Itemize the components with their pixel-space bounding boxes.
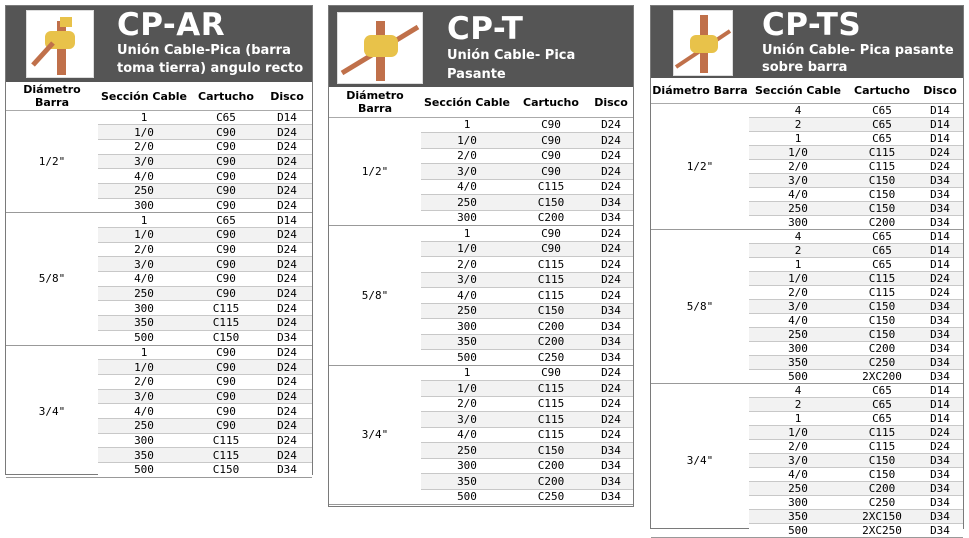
cartridge-cell: 2XC200	[847, 369, 917, 383]
connector-image	[27, 11, 93, 77]
product-description-line1: Unión Cable- Pica	[447, 48, 576, 63]
cable-section-cell: 250	[421, 443, 513, 459]
cartridge-cell: C65	[190, 213, 262, 228]
cable-section-cell: 250	[749, 201, 847, 215]
disc-cell: D14	[917, 229, 963, 243]
product-image	[673, 10, 733, 76]
disc-cell: D14	[917, 243, 963, 257]
cable-section-cell: 1	[98, 213, 190, 228]
cable-section-cell: 1/0	[749, 271, 847, 285]
cable-section-cell: 2/0	[749, 285, 847, 299]
disc-cell: D14	[917, 257, 963, 271]
col-header-diameter: Diámetro Barra	[329, 88, 421, 117]
disc-cell: D34	[917, 173, 963, 187]
cartridge-cell: C65	[847, 131, 917, 145]
cable-section-cell: 1/0	[421, 381, 513, 397]
cable-section-cell: 350	[749, 355, 847, 369]
col-header-disc: Disco	[589, 88, 633, 117]
col-header-cartridge: Cartucho	[847, 79, 917, 103]
disc-cell: D24	[262, 169, 312, 184]
cartridge-cell: C115	[513, 396, 589, 412]
panel-header	[6, 6, 312, 82]
cable-section-cell: 350	[421, 334, 513, 350]
product-description-line2: toma tierra) angulo recto	[117, 61, 304, 76]
disc-cell: D24	[262, 242, 312, 257]
col-header-disc: Disco	[917, 79, 963, 103]
cable-section-cell: 250	[98, 286, 190, 301]
cartridge-cell: C200	[513, 210, 589, 226]
cartridge-cell: C150	[513, 303, 589, 319]
col-header-cable: Sección Cable	[421, 88, 513, 117]
disc-cell: D24	[262, 374, 312, 389]
table-row	[6, 213, 312, 228]
cartridge-cell: C115	[847, 425, 917, 439]
spec-table	[6, 83, 312, 478]
panel-header	[651, 6, 963, 78]
col-header-diameter: Diámetro Barra	[6, 83, 98, 110]
disc-cell: D34	[589, 303, 633, 319]
disc-cell: D34	[917, 355, 963, 369]
cartridge-cell: C90	[190, 272, 262, 287]
cable-section-cell: 4	[749, 383, 847, 397]
cable-section-cell: 500	[421, 489, 513, 505]
cartridge-cell: C65	[847, 117, 917, 131]
table-row	[329, 226, 633, 242]
cartridge-cell: C250	[513, 350, 589, 366]
cable-section-cell: 4	[749, 229, 847, 243]
cable-section-cell: 3/0	[421, 412, 513, 428]
cable-section-cell: 250	[421, 303, 513, 319]
product-description-line1: Unión Cable- Pica pasante	[762, 43, 954, 58]
cartridge-cell: C90	[190, 183, 262, 198]
disc-cell: D14	[917, 117, 963, 131]
cartridge-cell: C115	[513, 288, 589, 304]
cable-section-cell: 1	[98, 345, 190, 360]
disc-cell: D14	[917, 103, 963, 117]
disc-cell: D24	[262, 433, 312, 448]
cartridge-cell: C150	[847, 327, 917, 341]
disc-cell: D34	[589, 210, 633, 226]
table-row	[329, 365, 633, 381]
cable-section-cell: 3/0	[98, 257, 190, 272]
disc-cell: D14	[917, 397, 963, 411]
col-header-cable: Sección Cable	[98, 83, 190, 110]
product-image	[337, 12, 423, 84]
cartridge-cell: C65	[847, 103, 917, 117]
disc-cell: D34	[917, 495, 963, 509]
cable-section-cell: 500	[749, 369, 847, 383]
cartridge-cell: C90	[190, 198, 262, 213]
cable-section-cell: 350	[98, 316, 190, 331]
cable-section-cell: 1	[98, 110, 190, 125]
disc-cell: D24	[262, 389, 312, 404]
disc-cell: D24	[917, 159, 963, 173]
cable-section-cell: 1/0	[98, 360, 190, 375]
cable-section-cell: 300	[421, 210, 513, 226]
disc-cell: D34	[589, 458, 633, 474]
cartridge-cell: 2XC150	[847, 509, 917, 523]
disc-cell: D24	[917, 285, 963, 299]
col-header-disc: Disco	[262, 83, 312, 110]
cartridge-cell: C150	[847, 453, 917, 467]
cartridge-cell: C250	[847, 355, 917, 369]
cable-section-cell: 3/0	[421, 272, 513, 288]
cable-section-cell: 2	[749, 117, 847, 131]
cable-section-cell: 3/0	[98, 389, 190, 404]
disc-cell: D34	[589, 195, 633, 211]
col-header-diameter: Diámetro Barra	[651, 79, 749, 103]
disc-cell: D24	[589, 396, 633, 412]
cable-section-cell: 300	[421, 319, 513, 335]
disc-cell: D24	[262, 272, 312, 287]
cartridge-cell: C90	[513, 148, 589, 164]
disc-cell: D24	[917, 145, 963, 159]
cartridge-cell: C90	[190, 345, 262, 360]
cable-section-cell: 4/0	[749, 187, 847, 201]
product-description-line2: Pasante	[447, 67, 506, 82]
table-row	[6, 110, 312, 125]
disc-cell: D34	[917, 187, 963, 201]
cable-section-cell: 1/0	[421, 133, 513, 149]
cartridge-cell: C90	[190, 139, 262, 154]
cable-section-cell: 250	[749, 327, 847, 341]
cable-section-cell: 3/0	[749, 453, 847, 467]
disc-cell: D14	[262, 213, 312, 228]
disc-cell: D24	[262, 301, 312, 316]
cable-section-cell: 250	[421, 195, 513, 211]
cartridge-cell: C150	[847, 201, 917, 215]
cartridge-cell: C115	[847, 285, 917, 299]
cartridge-cell: C200	[513, 334, 589, 350]
disc-cell: D24	[589, 257, 633, 273]
cartridge-cell: C65	[190, 110, 262, 125]
cable-section-cell: 2/0	[421, 257, 513, 273]
cartridge-cell: C200	[513, 458, 589, 474]
cable-section-cell: 2/0	[749, 439, 847, 453]
disc-cell: D34	[589, 319, 633, 335]
cartridge-cell: C115	[513, 257, 589, 273]
col-header-cable: Sección Cable	[749, 79, 847, 103]
cable-section-cell: 2/0	[98, 139, 190, 154]
disc-cell: D14	[917, 131, 963, 145]
cartridge-cell: C150	[190, 330, 262, 345]
disc-cell: D34	[917, 453, 963, 467]
cartridge-cell: C90	[190, 257, 262, 272]
table-row	[329, 117, 633, 133]
cartridge-cell: C250	[513, 489, 589, 505]
disc-cell: D34	[917, 341, 963, 355]
disc-cell: D24	[589, 117, 633, 133]
cartridge-cell: C115	[847, 159, 917, 173]
disc-cell: D34	[917, 215, 963, 229]
cartridge-cell: C115	[190, 433, 262, 448]
product-description-line2: sobre barra	[762, 60, 848, 75]
product-image	[26, 10, 94, 78]
cartridge-cell: C115	[513, 272, 589, 288]
cartridge-cell: C200	[847, 481, 917, 495]
disc-cell: D34	[917, 481, 963, 495]
cartridge-cell: C90	[513, 133, 589, 149]
cable-section-cell: 300	[98, 433, 190, 448]
cartridge-cell: C200	[513, 319, 589, 335]
cartridge-cell: C115	[513, 381, 589, 397]
cartridge-cell: C150	[513, 195, 589, 211]
cable-section-cell: 1	[749, 411, 847, 425]
disc-cell: D24	[262, 286, 312, 301]
cable-section-cell: 3/0	[749, 173, 847, 187]
cable-section-cell: 300	[749, 495, 847, 509]
cable-section-cell: 2/0	[98, 374, 190, 389]
cartridge-cell: C90	[513, 226, 589, 242]
cable-section-cell: 300	[749, 215, 847, 229]
cable-section-cell: 250	[98, 418, 190, 433]
disc-cell: D24	[262, 183, 312, 198]
disc-cell: D34	[917, 299, 963, 313]
cartridge-cell: C200	[847, 215, 917, 229]
cable-section-cell: 300	[98, 198, 190, 213]
product-panel-cp-ar	[5, 5, 313, 475]
disc-cell: D24	[589, 272, 633, 288]
cable-section-cell: 3/0	[421, 164, 513, 180]
disc-cell: D34	[589, 474, 633, 490]
cable-section-cell: 3/0	[749, 299, 847, 313]
cable-section-cell: 500	[421, 350, 513, 366]
disc-cell: D34	[589, 443, 633, 459]
disc-cell: D14	[917, 383, 963, 397]
disc-cell: D34	[917, 313, 963, 327]
cartridge-cell: C90	[190, 286, 262, 301]
cable-section-cell: 1	[749, 131, 847, 145]
disc-cell: D24	[589, 288, 633, 304]
disc-cell: D24	[262, 125, 312, 140]
product-code: CP-T	[447, 11, 524, 47]
cartridge-cell: C65	[847, 397, 917, 411]
cartridge-cell: 2XC250	[847, 523, 917, 537]
cartridge-cell: C65	[847, 383, 917, 397]
diameter-cell: 3/4"	[6, 345, 98, 477]
cable-section-cell: 2/0	[98, 242, 190, 257]
cartridge-cell: C65	[847, 411, 917, 425]
diameter-cell: 1/2"	[329, 117, 421, 226]
col-header-cartridge: Cartucho	[513, 88, 589, 117]
disc-cell: D34	[262, 330, 312, 345]
disc-cell: D34	[589, 334, 633, 350]
cable-section-cell: 4/0	[421, 179, 513, 195]
cartridge-cell: C90	[190, 404, 262, 419]
cable-section-cell: 500	[98, 330, 190, 345]
cable-section-cell: 1	[421, 226, 513, 242]
disc-cell: D24	[589, 226, 633, 242]
cable-section-cell: 2/0	[421, 396, 513, 412]
cartridge-cell: C90	[513, 164, 589, 180]
cable-section-cell: 500	[98, 463, 190, 478]
diameter-cell: 1/2"	[651, 103, 749, 229]
cartridge-cell: C150	[190, 463, 262, 478]
diameter-cell: 5/8"	[6, 213, 98, 345]
cartridge-cell: C115	[190, 448, 262, 463]
disc-cell: D24	[589, 148, 633, 164]
cartridge-cell: C90	[190, 154, 262, 169]
cable-section-cell: 1	[421, 117, 513, 133]
connector-image	[338, 13, 422, 83]
disc-cell: D34	[917, 523, 963, 537]
cable-section-cell: 500	[749, 523, 847, 537]
disc-cell: D24	[262, 316, 312, 331]
spec-table	[651, 79, 963, 538]
disc-cell: D24	[262, 257, 312, 272]
cartridge-cell: C65	[847, 257, 917, 271]
cartridge-cell: C115	[847, 439, 917, 453]
product-panel-cp-ts	[650, 5, 964, 537]
cartridge-cell: C150	[847, 467, 917, 481]
cable-section-cell: 250	[98, 183, 190, 198]
cartridge-cell: C150	[847, 187, 917, 201]
table-row	[651, 229, 963, 243]
cable-section-cell: 350	[749, 509, 847, 523]
table-row	[651, 103, 963, 117]
disc-cell: D24	[589, 427, 633, 443]
cartridge-cell: C115	[513, 427, 589, 443]
disc-cell: D24	[589, 179, 633, 195]
disc-cell: D34	[262, 463, 312, 478]
cartridge-cell: C115	[513, 412, 589, 428]
disc-cell: D14	[917, 411, 963, 425]
cable-section-cell: 4/0	[421, 427, 513, 443]
cable-section-cell: 1	[421, 365, 513, 381]
cartridge-cell: C115	[513, 179, 589, 195]
cartridge-cell: C90	[513, 241, 589, 257]
product-code: CP-AR	[117, 7, 226, 43]
cable-section-cell: 4/0	[98, 272, 190, 287]
disc-cell: D24	[262, 360, 312, 375]
spec-table	[329, 88, 633, 505]
cable-section-cell: 1	[749, 257, 847, 271]
cable-section-cell: 2	[749, 243, 847, 257]
disc-cell: D24	[262, 228, 312, 243]
cable-section-cell: 350	[98, 448, 190, 463]
cartridge-cell: C90	[190, 242, 262, 257]
diameter-cell: 5/8"	[651, 229, 749, 383]
disc-cell: D24	[589, 381, 633, 397]
disc-cell: D24	[262, 154, 312, 169]
cable-section-cell: 300	[749, 341, 847, 355]
diameter-cell: 1/2"	[6, 110, 98, 213]
cable-section-cell: 300	[421, 458, 513, 474]
disc-cell: D34	[917, 327, 963, 341]
diameter-cell: 3/4"	[651, 383, 749, 537]
cartridge-cell: C150	[847, 299, 917, 313]
disc-cell: D24	[262, 448, 312, 463]
product-code: CP-TS	[762, 7, 862, 43]
cartridge-cell: C150	[513, 443, 589, 459]
disc-cell: D24	[589, 164, 633, 180]
disc-cell: D34	[917, 201, 963, 215]
cartridge-cell: C90	[190, 228, 262, 243]
disc-cell: D24	[262, 404, 312, 419]
cable-section-cell: 1/0	[749, 425, 847, 439]
disc-cell: D34	[917, 467, 963, 481]
diameter-cell: 5/8"	[329, 226, 421, 366]
disc-cell: D24	[917, 439, 963, 453]
disc-cell: D24	[589, 365, 633, 381]
disc-cell: D24	[262, 345, 312, 360]
cable-section-cell: 1/0	[98, 228, 190, 243]
table-row	[6, 345, 312, 360]
cartridge-cell: C90	[190, 389, 262, 404]
cartridge-cell: C90	[190, 374, 262, 389]
cable-section-cell: 1/0	[421, 241, 513, 257]
col-header-cartridge: Cartucho	[190, 83, 262, 110]
cable-section-cell: 4	[749, 103, 847, 117]
disc-cell: D24	[917, 425, 963, 439]
product-panel-cp-t	[328, 5, 634, 507]
cartridge-cell: C200	[513, 474, 589, 490]
cartridge-cell: C250	[847, 495, 917, 509]
disc-cell: D34	[589, 350, 633, 366]
cartridge-cell: C90	[190, 125, 262, 140]
cable-section-cell: 300	[98, 301, 190, 316]
cable-section-cell: 4/0	[749, 313, 847, 327]
cable-section-cell: 2/0	[749, 159, 847, 173]
disc-cell: D24	[917, 271, 963, 285]
cable-section-cell: 4/0	[98, 404, 190, 419]
disc-cell: D34	[589, 489, 633, 505]
cable-section-cell: 1/0	[98, 125, 190, 140]
cable-section-cell: 1/0	[749, 145, 847, 159]
disc-cell: D34	[917, 369, 963, 383]
diameter-cell: 3/4"	[329, 365, 421, 505]
cable-section-cell: 350	[421, 474, 513, 490]
cartridge-cell: C65	[847, 243, 917, 257]
cartridge-cell: C90	[513, 365, 589, 381]
cartridge-cell: C90	[190, 418, 262, 433]
disc-cell: D34	[917, 509, 963, 523]
cable-section-cell: 4/0	[749, 467, 847, 481]
disc-cell: D24	[262, 418, 312, 433]
panel-header	[329, 6, 633, 87]
cable-section-cell: 4/0	[421, 288, 513, 304]
cartridge-cell: C150	[847, 173, 917, 187]
cartridge-cell: C115	[847, 271, 917, 285]
cartridge-cell: C200	[847, 341, 917, 355]
disc-cell: D24	[262, 198, 312, 213]
cable-section-cell: 3/0	[98, 154, 190, 169]
disc-cell: D24	[589, 133, 633, 149]
cable-section-cell: 4/0	[98, 169, 190, 184]
cartridge-cell: C115	[190, 301, 262, 316]
cartridge-cell: C115	[847, 145, 917, 159]
cable-section-cell: 2/0	[421, 148, 513, 164]
disc-cell: D24	[589, 241, 633, 257]
cartridge-cell: C115	[190, 316, 262, 331]
cartridge-cell: C90	[190, 360, 262, 375]
cable-section-cell: 250	[749, 481, 847, 495]
disc-cell: D24	[262, 139, 312, 154]
product-description-line1: Unión Cable-Pica (barra	[117, 43, 291, 58]
cartridge-cell: C65	[847, 229, 917, 243]
table-row	[651, 383, 963, 397]
disc-cell: D24	[589, 412, 633, 428]
cartridge-cell: C150	[847, 313, 917, 327]
disc-cell: D14	[262, 110, 312, 125]
connector-image	[674, 11, 732, 75]
cable-section-cell: 2	[749, 397, 847, 411]
cartridge-cell: C90	[513, 117, 589, 133]
cartridge-cell: C90	[190, 169, 262, 184]
